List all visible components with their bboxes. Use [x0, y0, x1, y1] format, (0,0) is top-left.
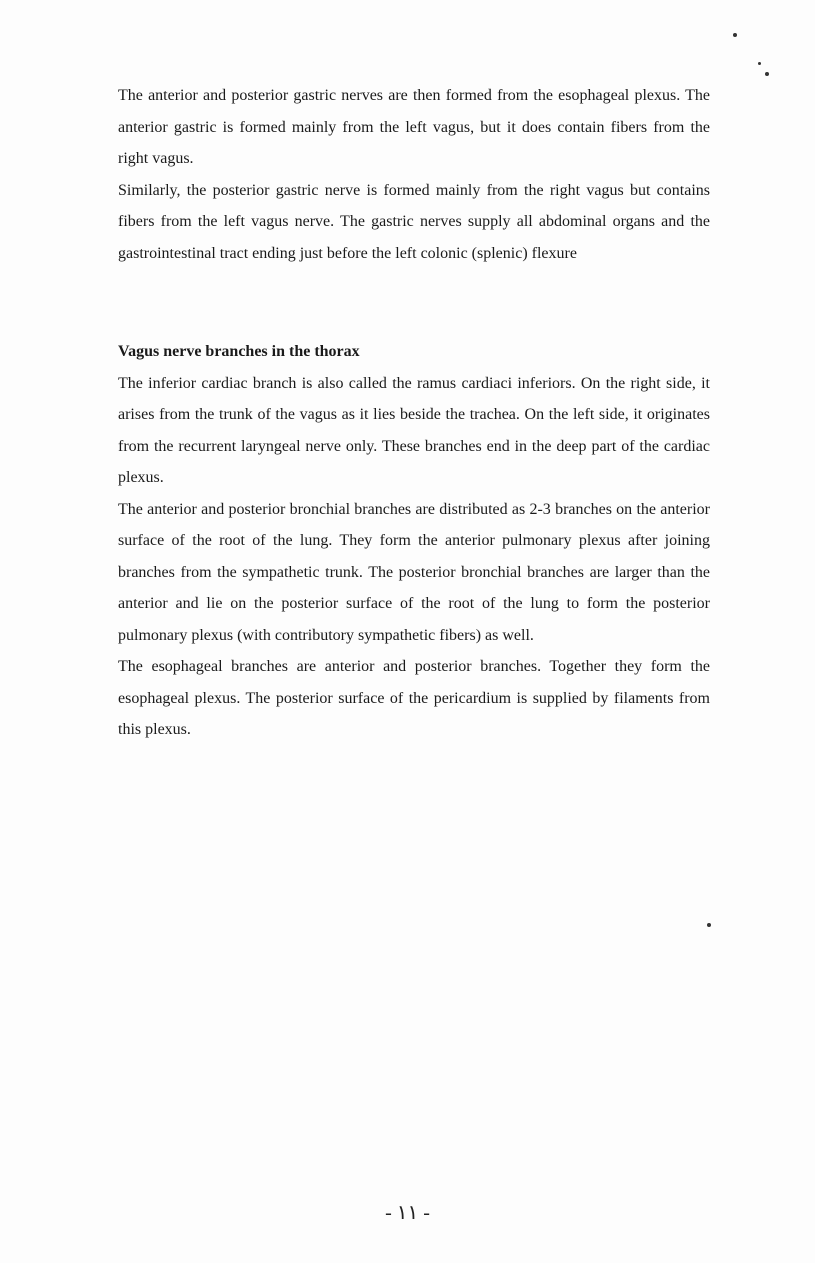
section-heading: Vagus nerve branches in the thorax — [118, 343, 360, 360]
section-thorax-branches — [118, 336, 710, 746]
section-gastric-nerves — [118, 80, 710, 269]
paragraph: Similarly, the posterior gastric nerve is formed mainly from the right vagus but contains fibers from the left vagus nerve. The gastric nerves supply all abdominal organs and the gastrointestinal tract ending just before the left colonic (splenic) flexure — [118, 181, 710, 262]
paragraph: The anterior and posterior gastric nerves are then formed from the esophageal plexus. The anterior gastric is formed mainly from the left vagus, but it does contain fibers from the right vagus. — [118, 87, 710, 167]
scan-speck — [707, 923, 711, 927]
scan-speck — [765, 72, 769, 76]
scan-speck — [733, 33, 737, 37]
paragraph: The anterior and posterior bronchial branches are distributed as 2-3 branches on the anterior surface of the root of the lung. They form the anterior pulmonary plexus after joining branches from the sympathetic trunk. The posterior bronchial branches are larger than the anterior and lie on the posterior surface of the root of the lung to form the posterior pulmonary plexus (with contributory sympathetic fibers) as well. — [118, 500, 710, 644]
scan-speck — [758, 62, 761, 65]
paragraph: The inferior cardiac branch is also called the ramus cardiaci inferiors. On the right side, it arises from the trunk of the vagus as it lies beside the trachea. On the left side, it originates from the recurrent laryngeal nerve only. These branches end in the deep part of the cardiac plexus. — [118, 374, 710, 486]
paragraph: The esophageal branches are anterior and posterior branches. Together they form the esophageal plexus. The posterior surface of the pericardium is supplied by filaments from this plexus. — [118, 658, 710, 738]
page-number: - ١١ - — [385, 1202, 430, 1224]
